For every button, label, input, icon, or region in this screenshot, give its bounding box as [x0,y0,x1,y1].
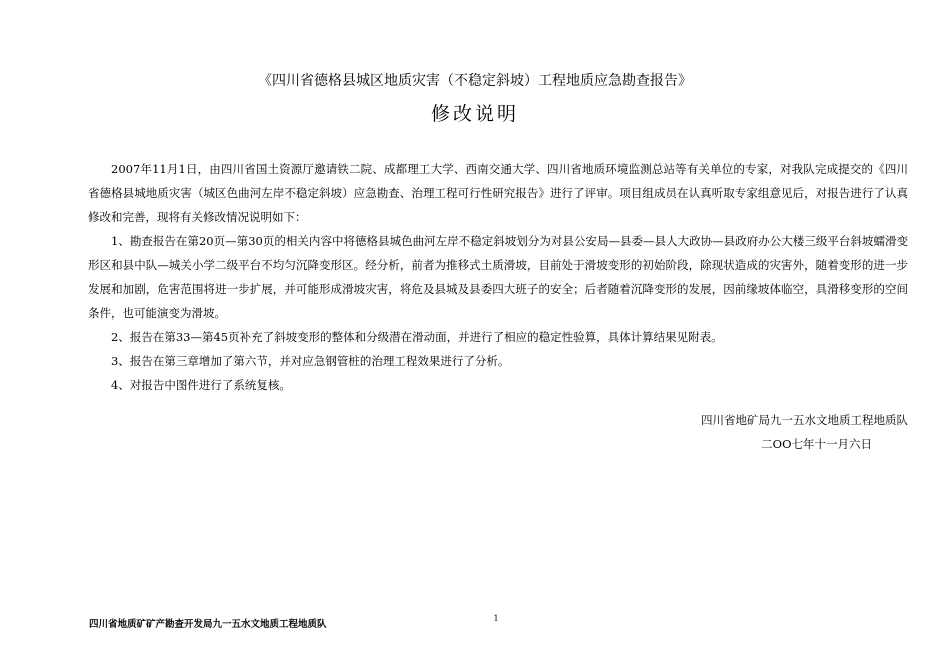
revision-item-1: 1、勘查报告在第20页—第30页的相关内容中将德格县城色曲河左岸不稳定斜坡划分为对县公安局—县委—县人大政协—县政府办公大楼三级平台斜坡蠕滑变形区和县中队—城关小学二级平台不均匀沉降变形区。经分析，前者为推移式土质滑坡，目前处于滑坡变形的初始阶段，除现状造成的灾害外，随着变形的进一步发展和加剧，危害范围将进一步扩展，并可能形成滑坡灾害，将危及县城及县委四大班子的安全；后者随着沉降变形的发展，因前缘坡体临空，具滑移变形的空间条件，也可能演变为滑坡。 [88,234,908,320]
document-title: 《四川省德格县城区地质灾害（不稳定斜坡）工程地质应急勘查报告》 [258,73,692,89]
footer-organization: 四川省地质矿矿产勘查开发局九一五水文地质工程地质队 [89,619,327,630]
document-body [88,157,908,397]
page-number: 1 [493,614,499,623]
signature-date: 二OO七年十一月六日 [761,437,872,451]
document-subtitle: 修改说明 [430,103,519,125]
revision-item-3: 3、报告在第三章增加了第六节，并对应急钢管桩的治理工程效果进行了分析。 [111,354,510,368]
revision-item-4: 4、对报告中图件进行了系统复核。 [111,378,291,392]
revision-item-2: 2、报告在第33—第45页补充了斜坡变形的整体和分级潜在滑动面，并进行了相应的稳定性验算，具体计算结果见附表。 [111,330,723,344]
signature-organization: 四川省地矿局九一五水文地质工程地质队 [701,413,908,427]
intro-paragraph: 2007年11月1日，由四川省国土资源厅邀请铁二院、成都理工大学、西南交通大学、四川省地质环境监测总站等有关单位的专家，对我队完成提交的《四川省德格县城地质灾害（城区色曲河左岸不稳定斜坡）应急勘查、治理工程可行性研究报告》进行了评审。项目组成员在认真听取专家组意见后，对报告进行了认真修改和完善，现将有关修改情况说明如下： [88,162,908,224]
